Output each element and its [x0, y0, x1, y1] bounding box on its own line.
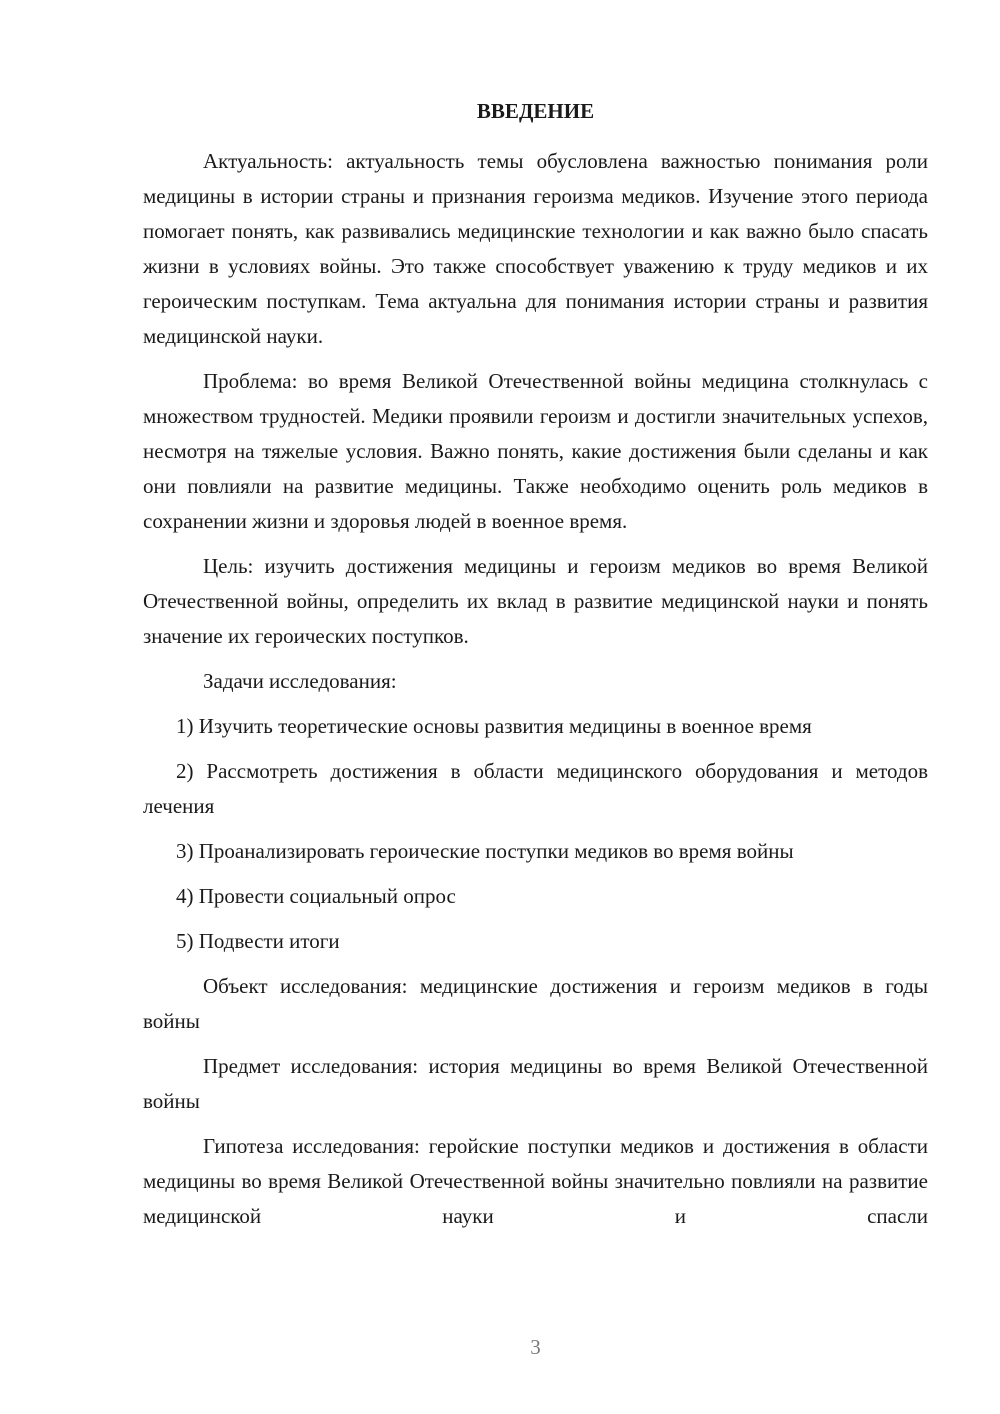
paragraph-object: Объект исследования: медицинские достижения и героизм медиков в годы войны	[143, 974, 928, 1033]
task-item-3: 3) Проанализировать героические поступки медиков во время войны	[176, 839, 794, 863]
document-page	[143, 0, 928, 1414]
task-item-4: 4) Провести социальный опрос	[176, 884, 456, 908]
task-item-5: 5) Подвести итоги	[176, 929, 340, 953]
task-item-2: 2) Рассмотреть достижения в области медицинского оборудования и методов лечения	[143, 759, 928, 818]
paragraph-goal: Цель: изучить достижения медицины и героизм медиков во время Великой Отечественной войны, определить их вклад в развитие медицинской науки и понять значение их героических поступков.	[143, 554, 928, 648]
tasks-heading: Задачи исследования:	[203, 669, 397, 693]
paragraph-hypothesis: Гипотеза исследования: геройские поступки медиков и достижения в области медицины во время Великой Отечественной войны значительно повлияли на развитие медицинской науки и спасли	[143, 1134, 928, 1228]
paragraph-problem: Проблема: во время Великой Отечественной войны медицина столкнулась с множеством трудностей. Медики проявили героизм и достигли значительных успехов, несмотря на тяжелые условия. Важно понять, какие достижения были сделаны и как они повлияли на развитие медицины. Также необходимо оценить роль медиков в сохранении жизни и здоровья людей в военное время.	[143, 369, 928, 533]
section-title: ВВЕДЕНИЕ	[476, 99, 595, 123]
document-body	[143, 144, 928, 1244]
task-item-1: 1) Изучить теоретические основы развития медицины в военное время	[176, 714, 812, 738]
paragraph-subject: Предмет исследования: история медицины во время Великой Отечественной войны	[143, 1054, 928, 1113]
page-number: 3	[530, 1335, 541, 1359]
paragraph-relevance: Актуальность: актуальность темы обусловлена важностью понимания роли медицины в истории страны и признания героизма медиков. Изучение этого периода помогает понять, как развивались медицинские технологии и как важно было спасать жизни в условиях войны. Это также способствует уважению к труду медиков и их героическим поступкам. Тема актуальна для понимания истории страны и развития медицинской науки.	[143, 149, 928, 348]
